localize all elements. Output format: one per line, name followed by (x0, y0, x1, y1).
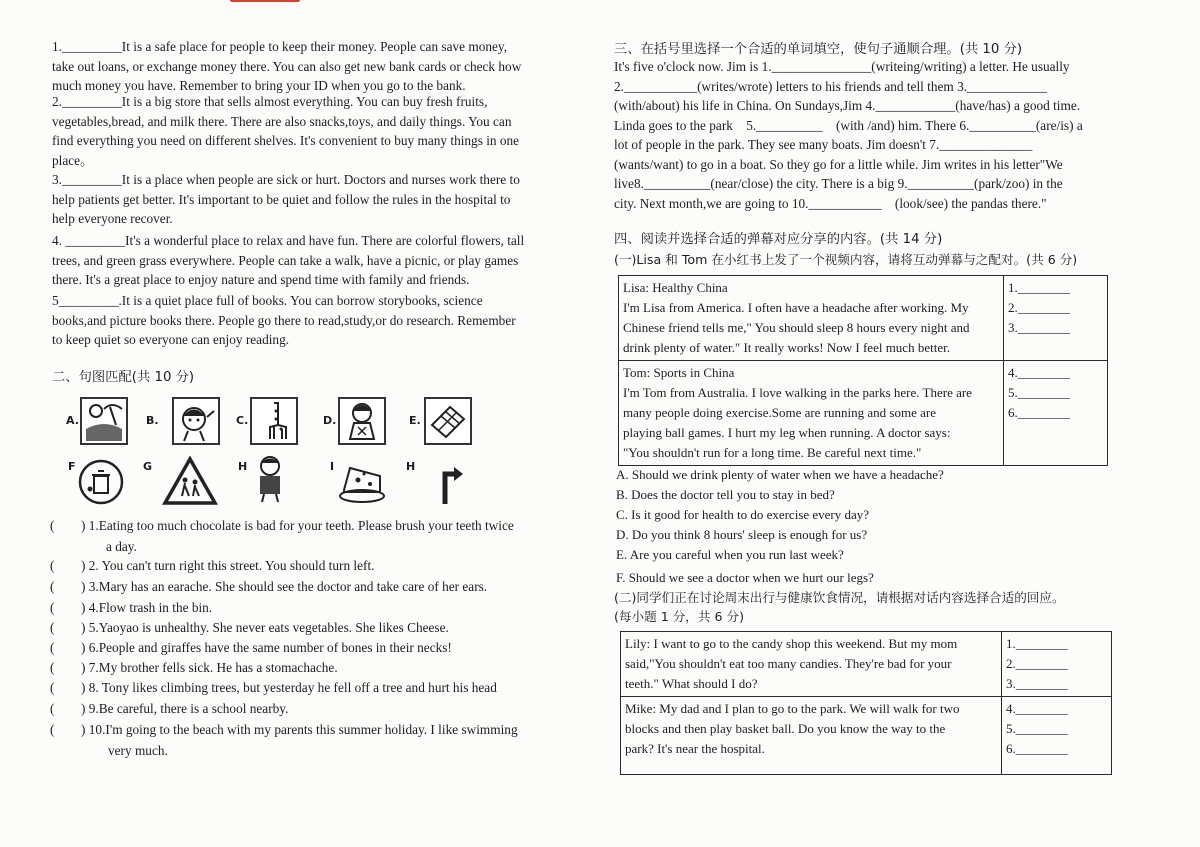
section4-title: 四、阅读并选择合适的弹幕对应分享的内容。(共 14 分) (614, 232, 943, 247)
school-crossing-sign-icon (162, 456, 218, 506)
dialog-line: said,"You shouldn't eat too many candies. They're bad for your (625, 656, 952, 671)
pic-label: A. (66, 414, 79, 427)
option-c: C. Is it good for health to do exercise every day? (616, 507, 870, 522)
trash-bin-icon (78, 459, 124, 505)
pic-label: F (68, 460, 76, 473)
text-line: 4. _________It's a wonderful place to relax and have fun. There are colorful flowers, tall (52, 233, 525, 248)
section1-q3 (52, 170, 562, 229)
post-line: Lisa: Healthy China (623, 280, 728, 295)
passage-line: lot of people in the park. They see many boats. Jim doesn't 7.______________ (614, 137, 1033, 152)
passage-line: (with/about) his life in China. On Sundays,Jim 4.____________(have/has) a good time. (614, 98, 1081, 113)
text-line: vegetables,bread, and milk there. There are also snacks,toys, and daily things. You can (52, 113, 512, 129)
dialog-line: teeth." What should I do? (625, 676, 758, 691)
lily-answers (1002, 632, 1112, 697)
dialog-line: park? It's near the hospital. (625, 741, 765, 756)
post-line: I'm Lisa from America. I often have a headache after working. My (623, 300, 969, 315)
answer-blank[interactable]: 3.________ (1006, 676, 1068, 691)
text-line: much money you have. Remember to bring your ID when you go to the bank. (52, 78, 466, 94)
lisa-answers (1004, 276, 1108, 361)
mike-answers (1002, 697, 1112, 775)
text-line: there. It's a great place to enjoy nature and spend time with family and friends. (52, 272, 470, 288)
part2-subtitle: (每小题 1 分，共 6 分) (614, 609, 745, 624)
beach-scene-icon (80, 397, 128, 445)
text-line: 2._________It is a big store that sells almost everything. You can buy fresh fruits, (52, 94, 488, 109)
post-line: I'm Tom from Australia. I love walking in the parks here. There are (623, 385, 972, 400)
match-item-8: ( ) 8. Tony likes climbing trees, but yesterday he fell off a tree and hurt his head (50, 680, 497, 695)
chocolate-icon (424, 397, 472, 445)
passage-line: live8.__________(near/close) the city. There is a big 9.__________(park/zoo) in the (614, 176, 1063, 191)
passage-line: (wants/want) to go in a boat. So they go for a little while. Jim writes in his letter"We (614, 156, 1063, 172)
text-line: find everything you need on different shelves. It's convenient to buy many things in one (52, 133, 520, 149)
match-item-4: ( ) 4.Flow trash in the bin. (50, 600, 213, 615)
post-line: "You shouldn't run for a long time. Be careful next time." (623, 445, 922, 460)
post-line: playing ball games. I hurt my leg when running. A doctor says: (623, 425, 951, 440)
part1-table (618, 275, 1108, 466)
lily-dialog (621, 632, 1002, 697)
scan-mark (230, 0, 300, 2)
tom-answers (1004, 361, 1108, 466)
pic-label: E. (409, 414, 421, 427)
option-f: F. Should we see a doctor when we hurt our legs? (616, 570, 874, 585)
pic-label: D. (323, 414, 337, 427)
answer-blank[interactable]: 3.________ (1008, 320, 1070, 335)
post-line: Tom: Sports in China (623, 365, 735, 380)
answer-blank[interactable]: 6.________ (1008, 405, 1070, 420)
post-line: drink plenty of water." It really works! Now I feel much better. (623, 340, 950, 355)
text-line: to keep quiet so everyone can enjoy reading. (52, 332, 290, 348)
text-line: 1._________It is a safe place for people to keep their money. People can save money, (52, 39, 508, 54)
post-line: Chinese friend tells me," You should sleep 8 hours every night and (623, 320, 970, 335)
section3-passage (614, 57, 1114, 213)
part2-table (620, 631, 1112, 775)
pic-label: H (238, 460, 248, 473)
section1-q2 (52, 92, 562, 171)
tom-post (619, 361, 1004, 466)
answer-blank[interactable]: 4.________ (1006, 701, 1068, 716)
option-a: A. Should we drink plenty of water when we have a headache? (616, 467, 944, 482)
match-item-7: ( ) 7.My brother fells sick. He has a stomachache. (50, 660, 338, 675)
text-line: help patients get better. It's important to be quiet and follow the rules in the hospital to (52, 191, 511, 207)
match-item-1-cont: a day. (106, 539, 137, 554)
part1-title: (一)Lisa 和 Tom 在小红书上发了一个视频内容，请将互动弹幕与之配对。(共 6 分) (614, 252, 1078, 267)
answer-blank[interactable]: 1.________ (1008, 280, 1070, 295)
answer-blank[interactable]: 5.________ (1008, 385, 1070, 400)
pic-label: H (406, 460, 416, 473)
girl-ear-icon (172, 397, 220, 445)
match-item-1: ( ) 1.Eating too much chocolate is bad for your teeth. Please brush your teeth twice (50, 518, 514, 533)
lisa-post (619, 276, 1004, 361)
pic-label: C. (236, 414, 249, 427)
section3-title: 三、在括号里选择一个合适的单词填空，使句子通顺合理。(共 10 分) (614, 42, 1023, 57)
option-b: B. Does the doctor tell you to stay in bed? (616, 487, 835, 502)
pic-label: B. (146, 414, 159, 427)
section1-q5 (52, 291, 562, 350)
answer-blank[interactable]: 1.________ (1006, 636, 1068, 651)
dialog-line: blocks and then play basket ball. Do you know the way to the (625, 721, 946, 736)
giraffe-icon (250, 397, 298, 445)
option-e: E. Are you careful when you run last week? (616, 547, 844, 562)
section1-q1 (52, 37, 562, 96)
match-item-10: ( ) 10.I'm going to the beach with my parents this summer holiday. I like swimming (50, 722, 518, 737)
pic-label: G (143, 460, 153, 473)
boy-stomachache-icon (250, 454, 290, 504)
answer-blank[interactable]: 4.________ (1008, 365, 1070, 380)
match-item-3: ( ) 3.Mary has an earache. She should see the doctor and take care of her ears. (50, 579, 488, 594)
passage-line: It's five o'clock now. Jim is 1._______________(writeing/writing) a letter. He usually (614, 59, 1070, 74)
text-line: 3._________It is a place when people are sick or hurt. Doctors and nurses work there to (52, 172, 520, 187)
post-line: many people doing exercise.Some are running and some are (623, 405, 936, 420)
turn-right-sign-icon (436, 458, 466, 506)
mike-dialog (621, 697, 1002, 775)
text-line: take out loans, or exchange money there. You can also get new bank cards or check how (52, 58, 522, 74)
answer-blank[interactable]: 5.________ (1006, 721, 1068, 736)
passage-line: city. Next month,we are going to 10.___________ (look/see) the pandas there." (614, 195, 1047, 211)
girl-eating-icon (338, 397, 386, 445)
match-item-6: ( ) 6.People and giraffes have the same number of bones in their necks! (50, 640, 452, 655)
text-line: place。 (52, 153, 94, 169)
section2-title: 二、句图匹配(共 10 分) (52, 370, 195, 385)
text-line: help everyone recover. (52, 211, 173, 227)
match-item-9: ( ) 9.Be careful, there is a school nearby. (50, 701, 289, 716)
text-line: 5_________.It is a quiet place full of books. You can borrow storybooks, science (52, 293, 483, 308)
match-item-2: ( ) 2. You can't turn right this street. You should turn left. (50, 558, 375, 573)
part2-title: (二)同学们正在讨论周末出行与健康饮食情况，请根据对话内容选择合适的回应。 (614, 590, 1065, 605)
text-line: trees, and green grass everywhere. People can take a walk, have a picnic, or play games (52, 252, 519, 268)
text-line: books,and picture books there. People go there to read,study,or do research. Remember (52, 312, 516, 328)
passage-line: 2.___________(writes/wrote) letters to his friends and tell them 3.____________ (614, 78, 1047, 94)
answer-blank[interactable]: 2.________ (1006, 656, 1068, 671)
answer-blank[interactable]: 2.________ (1008, 300, 1070, 315)
match-item-10-cont: very much. (108, 743, 168, 758)
pic-label: I (330, 460, 335, 473)
dialog-line: Mike: My dad and I plan to go to the park. We will walk for two (625, 701, 960, 716)
cheese-cake-icon (336, 458, 388, 504)
passage-line: Linda goes to the park 5.__________ (with /and) him. There 6.__________(are/is) a (614, 117, 1083, 133)
dialog-line: Lily: I want to go to the candy shop this weekend. But my mom (625, 636, 958, 651)
option-d: D. Do you think 8 hours' sleep is enough for us? (616, 527, 868, 542)
section1-q4 (52, 231, 562, 290)
match-item-5: ( ) 5.Yaoyao is unhealthy. She never eats vegetables. She likes Cheese. (50, 620, 449, 635)
answer-blank[interactable]: 6.________ (1006, 741, 1068, 756)
